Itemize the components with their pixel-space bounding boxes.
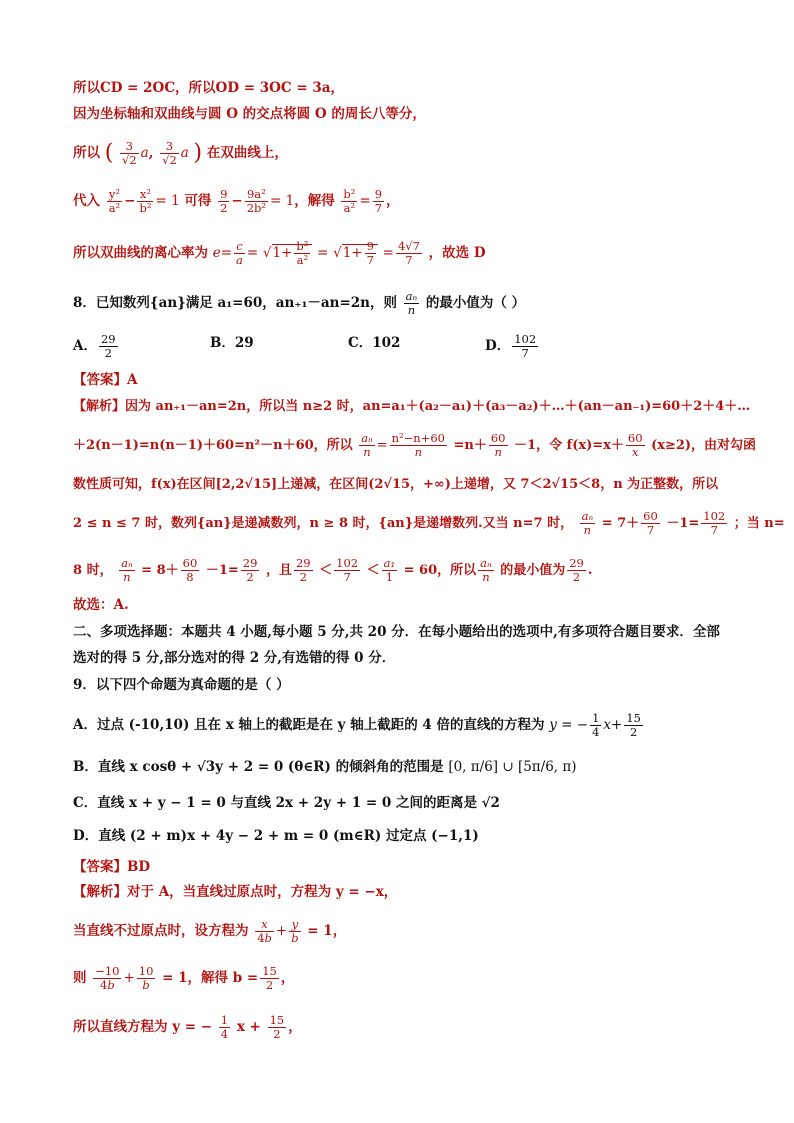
fraction: $\frac{9}{7}$: [374, 187, 383, 215]
fraction: $\frac{9}{7}$: [366, 239, 374, 267]
fraction: $\frac{3}{√2}$: [162, 139, 177, 167]
option-a: A． $\frac{29}{2}$: [73, 332, 116, 360]
explanation-8-line-2: ＋2(n－1)=n(n－1)＋60=n²－n＋60，所以 $\frac{\text{aₙ}}{n}$ = $\frac{\text{n²−n+60}}{n}$ =n＋ $\frac{60}{n}$ －1，令 f(x)=x＋ $\frac{60}{x}$ (x≥2)，由对勾函: [73, 431, 757, 459]
question-9-option-a: A．过点 (-10,10) 且在 x 轴上的截距是在 y 轴上截距的 4 倍的直线的方程为 y = − $\frac{1}{4}$ x+ $\frac{15}{2}$: [73, 711, 641, 739]
solution-line-2: 因为坐标轴和双曲线与圆 O 的交点将圆 O 的周长八等分，: [73, 106, 426, 122]
fraction: $\frac{1}{4}$: [592, 711, 600, 739]
solution-line-4: 代入 $\frac{\text{y²}}{\text{a²}}$ − $\frac{\text{x²}}{\text{b²}}$ = 1 可得 $\frac{9}{2}$ − $\frac{\text{9a²}}{\text{2b²}}$ = 1，解得 $\frac{\text{b²}}{\text{a²}}$ = $\frac{9}{7}$ ，: [73, 187, 400, 215]
fraction: $\frac{\text{a₁}}{1}$: [383, 556, 396, 584]
fraction: $\frac{\text{b²}}{\text{a²}}$: [296, 239, 309, 267]
text: －1=: [205, 563, 239, 578]
fraction: $\frac{1}{4}$: [220, 1013, 229, 1041]
fraction: $\frac{\text{y²}}{\text{a²}}$: [108, 187, 121, 215]
conclusion-8: 故选：A.: [73, 597, 129, 613]
paren-close: ): [193, 140, 203, 166]
fraction: $\frac{60}{n}$: [490, 431, 506, 459]
fraction: $\frac{3}{√2}$: [122, 139, 137, 167]
solution-line-3: 所以 ( $\frac{3}{√2}$ a, $\frac{3}{√2}$ a ) 在双曲线上，: [73, 139, 288, 167]
question-8: [73, 290, 734, 317]
fraction: $\frac{29}{2}$: [242, 556, 258, 584]
fraction: $\frac{\text{x²}}{\text{b²}}$: [139, 187, 152, 215]
explanation-8-line-5: 8 时， $\frac{\text{aₙ}}{n}$ = 8＋ $\frac{60}{8}$ －1= $\frac{29}{2}$ ，且 $\frac{29}{2}$ ＜ $\frac{102}{7}$ ＜ $\frac{\text{a₁}}{1}$ = 60，所以 $\frac{\text{aₙ}}{n}$ 的最小值为 $\frac{29}{2}$ .: [73, 556, 593, 584]
text: ＜: [366, 563, 380, 578]
text: = 1，: [307, 923, 347, 939]
option-d: D． $\frac{102}{7}$: [485, 332, 537, 360]
text: x +: [236, 1019, 261, 1035]
fraction: $\frac{60}{7}$: [643, 509, 658, 537]
text: 的最小值为: [500, 563, 566, 578]
fraction: $\frac{60}{8}$: [182, 556, 198, 584]
question-9-option-b: [73, 757, 734, 777]
fraction: $\frac{\text{aₙ}}{n}$: [480, 556, 492, 584]
text: A．过点 (-10,10) 且在 x 轴上的截距是在 y 轴上截距的 4 倍的直线的方程为: [73, 717, 545, 733]
fraction: $\frac{9}{2}$: [220, 187, 228, 215]
text-choose-d: ，故选 D: [428, 245, 486, 261]
question-9-option-d: D．直线 (2 + m)x + 4y − 2 + m = 0 (m∈R) 过定点 (−1,1): [73, 828, 479, 844]
explanation-9-line-3: 则 $\frac{-10}{4b}$ + $\frac{10}{b}$ = 1，解得 b = $\frac{15}{2}$ ，: [73, 964, 295, 992]
fraction: $\frac{29}{2}$: [295, 556, 311, 584]
fraction: $\frac{\text{aₙ}}{n}$: [121, 556, 133, 584]
question-9-option-c: C．直线 x + y − 1 = 0 与直线 2x + 2y + 1 = 0 之间的距离是 √2: [73, 795, 500, 811]
text-on-hyperbola: 在双曲线上，: [206, 145, 288, 161]
fraction: $\frac{4√7}{7}$: [397, 239, 420, 267]
text: (x≥2)，由对勾函: [651, 438, 757, 453]
text: ，且: [265, 563, 292, 578]
fraction: $\frac{c}{a}$: [236, 239, 243, 267]
text-comma: ，: [386, 193, 400, 209]
text-substitute: 代入: [73, 193, 100, 209]
option-c: C．102: [348, 335, 401, 351]
explanation-8-line-4: [73, 509, 785, 537]
option-b: B．29: [210, 335, 254, 351]
section-2-heading-line-1: 二、多项选择题：本题共 4 小题,每小题 5 分,共 20 分．在每小题给出的选项中,有多项符合题目要求．全部: [73, 624, 720, 640]
fraction: $\frac{\text{n²−n+60}}{n}$: [391, 431, 445, 459]
fraction: $\frac{10}{b}$: [138, 964, 154, 992]
text: 当直线不过原点时，设方程为: [73, 923, 249, 939]
text: －1，令 f(x)=x＋: [514, 438, 624, 453]
text: = 60，所以: [403, 563, 477, 578]
fraction: $\frac{29}{2}$: [569, 556, 584, 584]
question-8-tail: 的最小值为（ ）: [425, 295, 526, 311]
fraction: $\frac{\text{aₙ}}{n}$: [405, 289, 418, 317]
text: 2 ≤ n ≤ 7 时，数列{an}是递减数列，n ≥ 8 时，{an}是递增数列.又当 n=7 时，: [73, 516, 574, 531]
solution-line-5: 所以双曲线的离心率为 e= $\frac{c}{a}$ = √1+ $\frac{\text{b²}}{\text{a²}}$ = √1+ $\frac{9}{7}$ = $\frac{4√7}{7}$ ，故选 D: [73, 239, 486, 267]
text-solve: ，解得: [294, 193, 335, 209]
fraction: $\frac{\text{aₙ}}{n}$: [361, 431, 373, 459]
explanation-8-line-3: 数性质可知，f(x)在区间[2,2√15]上递减，在区间(2√15，+∞)上递增，又 7＜2√15＜8，n 为正整数，所以: [73, 477, 719, 492]
text: = 8＋: [141, 563, 179, 578]
text: －1=: [666, 516, 700, 531]
angle-range: [0, π/6] ∪ [5π/6, π): [448, 759, 577, 775]
text-get: 可得: [184, 193, 212, 209]
text: 则: [73, 970, 87, 986]
solution-line-1: 所以CD = 2OC，所以OD = 3OC = 3a，: [73, 80, 344, 96]
explanation-9-line-4: [73, 1014, 734, 1041]
fraction: $\frac{15}{2}$: [262, 964, 277, 992]
text: ；当 n=: [733, 516, 785, 531]
text: 所以直线方程为 y = −: [73, 1019, 213, 1035]
text: = 1，解得 b =: [162, 970, 259, 986]
text: ，: [280, 970, 295, 986]
text-so: 所以: [73, 145, 100, 161]
fraction: $\frac{\text{9a²}}{\text{2b²}}$: [246, 187, 267, 215]
explanation-8-line-1: 【解析】因为 an₊₁－an=2n，所以当 n≥2 时，an=a₁＋(a₂－a₁)＋(a₃－a₂)＋…＋(an－an₋₁)=60＋2＋4＋…: [73, 399, 751, 414]
section-2-heading-line-2: 选对的得 5 分,部分选对的得 2 分,有选错的得 0 分．: [73, 650, 396, 666]
answer-9: 【答案】BD: [73, 859, 151, 875]
fraction: $\frac{102}{7}$: [336, 556, 359, 584]
answer-8: 【答案】A: [73, 372, 138, 388]
fraction: $\frac{\text{b²}}{\text{a²}}$: [343, 187, 356, 215]
question-9: 9．以下四个命题为真命题的是（ ）: [73, 677, 290, 693]
text: ＋2(n－1)=n(n－1)＋60=n²－n＋60，所以: [73, 438, 353, 453]
fraction: $\frac{y}{b}$: [291, 917, 299, 945]
text: ＜: [319, 563, 333, 578]
text: B．直线 x cosθ + √3y + 2 = 0 (θ∈R) 的倾斜角的范围是: [73, 759, 444, 775]
text: = 7＋: [601, 516, 640, 531]
fraction: $\frac{-10}{4b}$: [95, 964, 120, 992]
explanation-9-line-2: 当直线不过原点时，设方程为 $\frac{x}{4b}$ + $\frac{y}{b}$ = 1，: [73, 917, 347, 945]
text: ，: [288, 1019, 302, 1035]
text: =n＋: [453, 438, 487, 453]
question-8-stem: 8．已知数列{an}满足 a₁=60，an₊₁－an=2n，则: [73, 295, 397, 311]
fraction: $\frac{102}{7}$: [703, 509, 726, 537]
fraction: $\frac{60}{x}$: [627, 431, 643, 459]
text-eccentricity: 所以双曲线的离心率为: [73, 245, 208, 261]
fraction: $\frac{15}{2}$: [626, 711, 641, 739]
explanation-9-line-1: 【解析】对于 A，当直线过原点时，方程为 y = −x，: [73, 884, 398, 900]
text: 8 时，: [73, 563, 113, 578]
fraction: $\frac{\text{aₙ}}{n}$: [581, 509, 594, 537]
fraction: $\frac{15}{2}$: [269, 1013, 285, 1041]
paren-open: (: [104, 140, 114, 166]
fraction: $\frac{x}{4b}$: [257, 917, 272, 945]
